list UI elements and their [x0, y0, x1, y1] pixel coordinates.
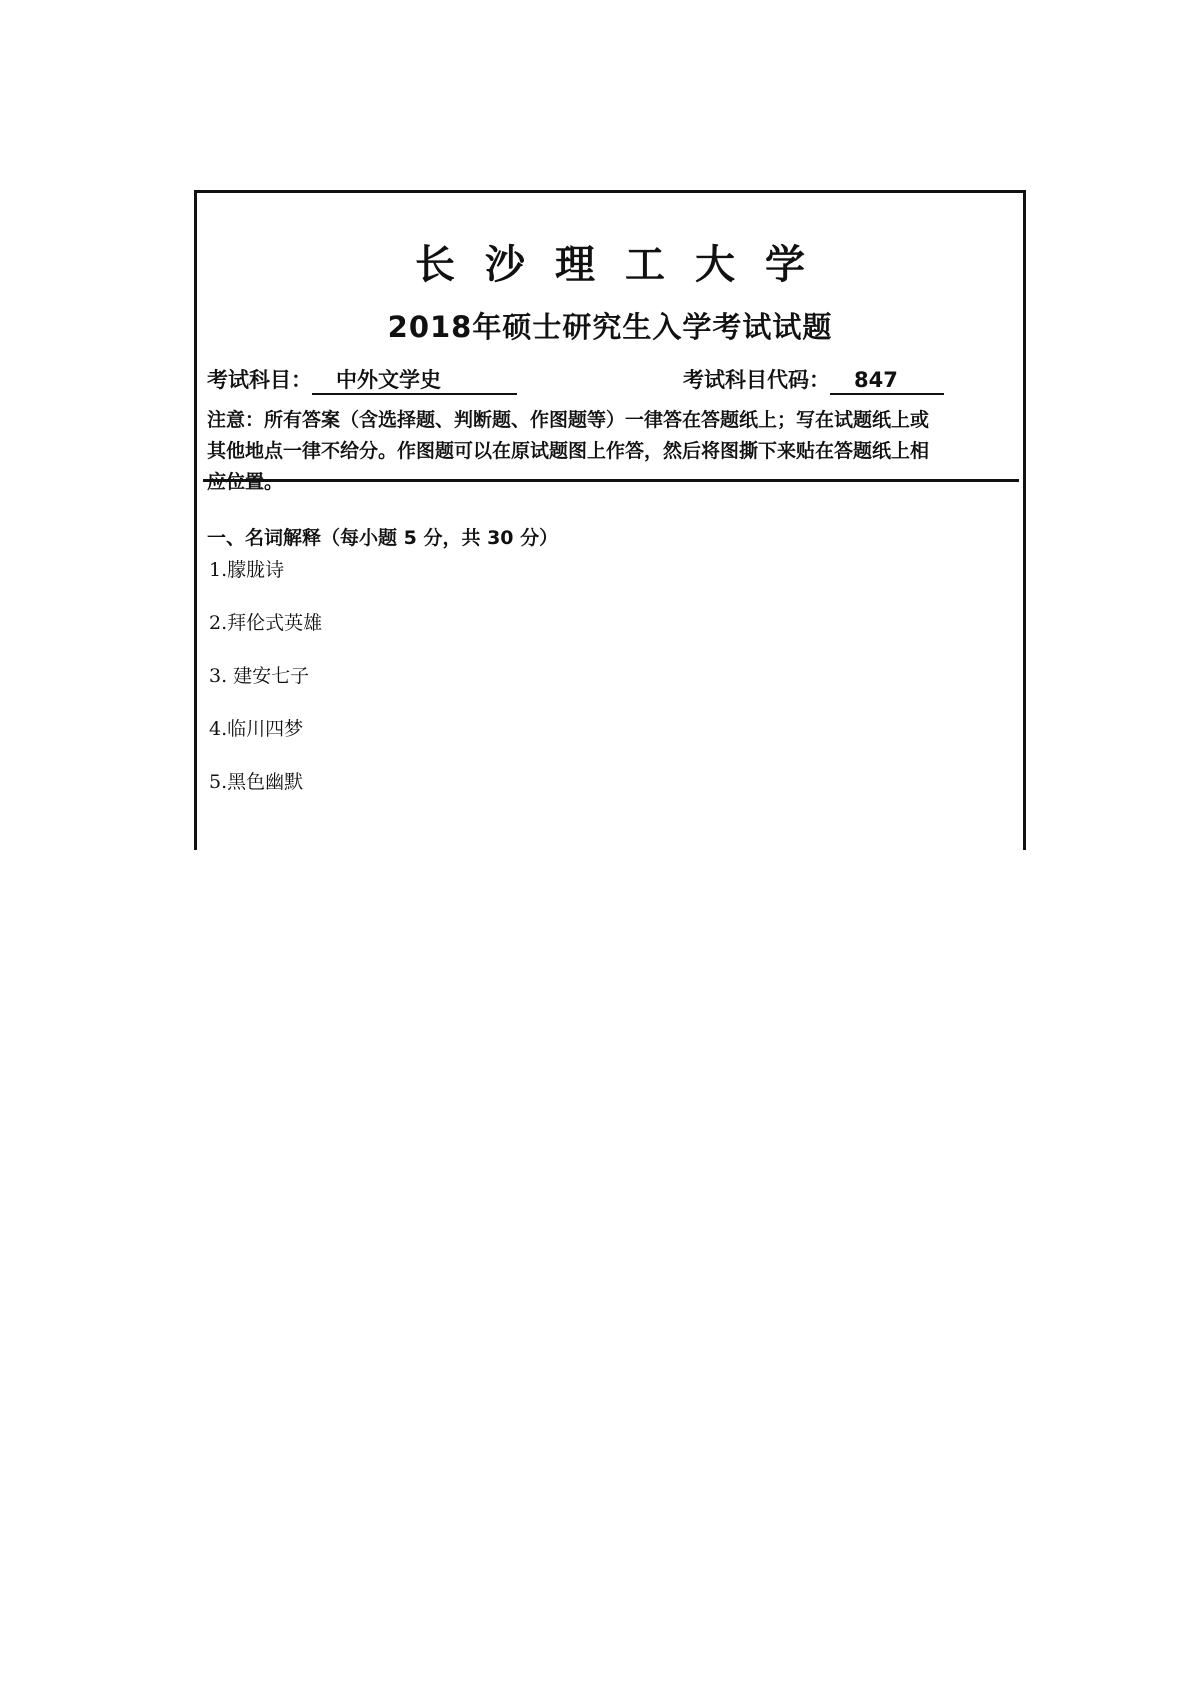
question-item: 3. 建安七子	[209, 665, 310, 687]
question-list	[209, 558, 322, 823]
question-item: 4.临川四梦	[209, 718, 304, 740]
exam-title: 2018年硕士研究生入学考试试题	[387, 310, 833, 344]
subject-value: 中外文学史	[312, 367, 517, 395]
question-item: 1.朦胧诗	[209, 559, 285, 581]
university-name: 长沙理工大学	[415, 241, 835, 288]
notice-line: 其他地点一律不给分。作图题可以在原试题图上作答，然后将图撕下来贴在答题纸上相	[207, 440, 930, 462]
section-title: 一、名词解释（每小题 5 分，共 30 分）	[207, 527, 559, 549]
notice-line: 应位置。	[207, 471, 284, 493]
question-item: 2.拜伦式英雄	[209, 612, 323, 634]
exam-sheet	[194, 190, 1026, 850]
divider	[203, 479, 1019, 482]
code-value: 847	[830, 367, 944, 395]
code-label: 考试科目代码：	[683, 368, 830, 392]
notice	[207, 405, 1017, 498]
code-row	[683, 364, 944, 395]
subject-row	[207, 364, 517, 395]
subject-label: 考试科目：	[207, 368, 312, 392]
question-item: 5.黑色幽默	[209, 771, 304, 793]
notice-line: 注意：所有答案（含选择题、判断题、作图题等）一律答在答题纸上；写在试题纸上或	[207, 409, 930, 431]
